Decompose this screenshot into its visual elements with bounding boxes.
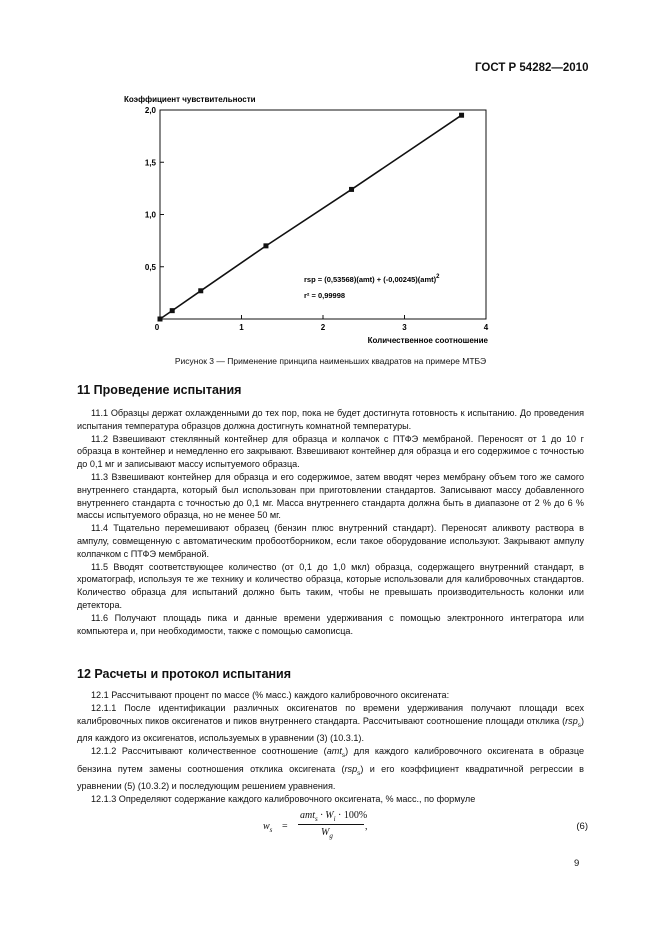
- fraction-bar: [298, 824, 364, 825]
- data-point: [349, 187, 354, 192]
- x-tick-label: 3: [402, 323, 407, 332]
- formula-denominator: $W_g$: [321, 827, 333, 840]
- paragraph-11-1: 11.1 Образцы держат охлажденными до тех пор, пока не будет достигнута готовность к испытанию. До проведения испытания температура образцов должна достигнуть комнатной температуры.: [77, 408, 584, 431]
- page-number: 9: [574, 858, 580, 869]
- x-tick-label: 1: [239, 323, 244, 332]
- r-squared: r² = 0,99998: [304, 291, 346, 300]
- data-point: [263, 243, 268, 248]
- paragraph-12-1-2: 12.1.2 Рассчитывают количественное соотношение (amt$_s$) для каждого калибровочного оксигената в образце бензина путем замены соотношения отклика оксигената (rsp$_s$) и его коэффициент квадратичной регрессии в уравнении (5) (10.3.2) и последующим решением уравнения.: [77, 746, 584, 792]
- paragraph-12-1-1: 12.1.1 После идентификации различных оксигенатов по времени удерживания получают площади всех калибровочных пиков оксигенатов и пиков внутреннего стандарта. Рассчитывают соотношение площади отклика (rsp$_s$) для каждого из оксигенатов, используемых в уравнении (3) (10.3.1).: [77, 702, 584, 744]
- paragraph-12-1: 12.1 Рассчитывают процент по массе (% масс.) каждого калибровочного оксигената:: [91, 690, 450, 700]
- data-point: [198, 288, 203, 293]
- paragraph-11-4: 11.4 Тщательно перемешивают образец (бензин плюс внутренний стандарт). Переносят аликвоту раствора в ампулу, совмещенную с автоматическим пробоотборником, если такое оборудование используют. Закрывают ампулу колпачком с ПТФЭ мембраной.: [77, 523, 584, 559]
- x-tick-label: 0: [154, 323, 160, 332]
- section-11-title: 11 Проведение испытания: [77, 383, 242, 397]
- y-tick-label: 2,0: [144, 106, 156, 115]
- y-tick-label: 1,5: [144, 158, 156, 168]
- paragraph-12-1-3: 12.1.3 Определяют содержание каждого калибровочного оксигената, % масс., по формуле: [91, 794, 476, 805]
- figure-caption: Рисунок 3 — Применение принципа наименьших квадратов на примере МТБЭ: [174, 356, 487, 366]
- paragraph-11-3: 11.3 Взвешивают контейнер для образца и его содержимое, затем вводят через мембрану объем того же самого внутреннего стандарта, который был использован при приготовлении стандартов. Записывают массу добавленного внутреннего стандарта с точностью до 0,1 мг. Масса внутреннего стандарта должна быть в диапазоне от 2 % до 6 % массы испытуемого образца, но не менее 50 мг.: [77, 471, 584, 521]
- y-axis-title: Коэффициент чувствительности: [124, 95, 256, 104]
- paragraph-11-5: 11.5 Вводят соответствующее количество (от 0,1 до 1,0 мкл) образца, содержащего внутренний стандарт, в хроматограф, используя те же технику и количество образца, которые использовали для калибровочных стандартов. Количество образца для испытаний должно быть таким, чтобы не превышать производительность колонки или детектора.: [77, 561, 584, 610]
- section-11-body: [77, 407, 584, 637]
- series-line: [160, 115, 462, 319]
- data-point: [170, 308, 175, 313]
- formula-comma: ,: [365, 821, 368, 832]
- y-tick-label: 1,0: [144, 210, 156, 220]
- y-tick-label: 0,5: [144, 262, 156, 272]
- formula-number: (6): [576, 821, 588, 832]
- formula-6: [258, 810, 588, 850]
- data-point: [459, 113, 464, 118]
- data-point: [158, 317, 163, 322]
- calibration-chart: [110, 86, 510, 348]
- plot-area: [160, 110, 486, 319]
- regression-equation: rsp = (0,53568)(amt) + (-0,00245)(amt)$^2$: [304, 274, 440, 284]
- formula-equals: =: [282, 821, 288, 832]
- paragraph-11-2: 11.2 Взвешивают стеклянный контейнер для образца и колпачок с ПТФЭ мембраной. Переносят от 1 до 10 г образца в контейнер и немедленно его закрывают. Взвешивают контейнер для образца и его содержимое с точностью до 0,1 мг и записывают массу испытуемого образца.: [77, 433, 584, 470]
- standard-header: ГОСТ Р 54282—2010: [475, 62, 589, 74]
- formula-lhs: $w_s$: [263, 821, 273, 834]
- paragraph-11-6: 11.6 Получают площадь пика и данные времени удерживания с помощью электронного интегратора или компьютера и, при необходимости, также с помощью самописца.: [77, 612, 584, 636]
- x-tick-label: 4: [483, 323, 489, 332]
- formula-numerator: $amt_s \cdot W_i \cdot 100\%$: [300, 810, 368, 823]
- section-12-title: 12 Расчеты и протокол испытания: [77, 667, 291, 681]
- x-tick-label: 2: [320, 323, 326, 332]
- section-12-body: [77, 689, 584, 806]
- x-axis-title: Количественное соотношение: [367, 336, 488, 345]
